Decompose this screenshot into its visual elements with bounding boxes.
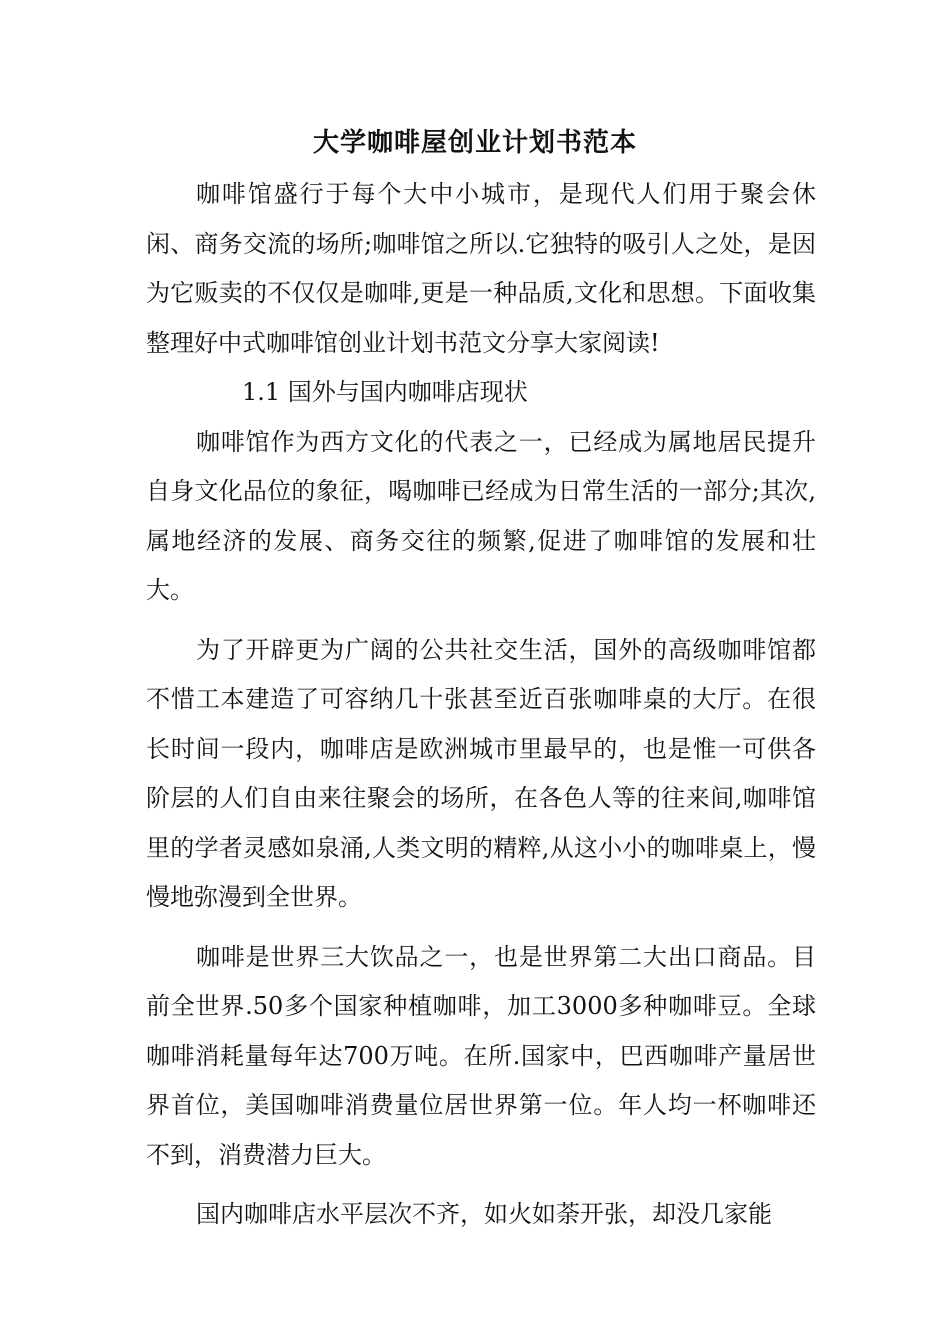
body-paragraph: 国内咖啡店水平层次不齐，如火如荼开张，却没几家能 xyxy=(196,1200,772,1228)
intro-paragraph: 咖啡馆盛行于每个大中小城市，是现代人们用于聚会休闲、商务交流的场所;咖啡馆之所以.它独特的吸引人之处，是因为它贩卖的不仅仅是咖啡,更是一种品质,文化和思想。下面收集整理好中式咖啡馆创业计划书范文分享大家阅读! xyxy=(146,180,816,357)
section-heading: 1.1 国外与国内咖啡店现状 xyxy=(242,378,528,406)
body-paragraph: 为了开辟更为广阔的公共社交生活，国外的高级咖啡馆都不惜工本建造了可容纳几十张甚至近百张咖啡桌的大厅。在很长时间一段内，咖啡店是欧洲城市里最早的，也是惟一可供各阶层的人们自由来往聚会的场所，在各色人等的往来间,咖啡馆里的学者灵感如泉涌,人类文明的精粹,从这小小的咖啡桌上，慢慢地弥漫到全世界。 xyxy=(146,635,816,911)
document-body xyxy=(146,170,816,1240)
body-paragraph: 咖啡是世界三大饮品之一，也是世界第二大出口商品。目前全世界.50多个国家种植咖啡，加工3000多种咖啡豆。全球咖啡消耗量每年达700万吨。在所.国家中，巴西咖啡产量居世界首位，美国咖啡消费量位居世界第一位。年人均一杯咖啡还不到，消费潜力巨大。 xyxy=(146,942,816,1169)
body-paragraph: 咖啡馆作为西方文化的代表之一，已经成为属地居民提升自身文化品位的象征，喝咖啡已经成为日常生活的一部分;其次,属地经济的发展、商务交往的频繁,促进了咖啡馆的发展和壮大。 xyxy=(146,427,816,604)
document-title: 大学咖啡屋创业计划书范本 xyxy=(312,128,637,158)
